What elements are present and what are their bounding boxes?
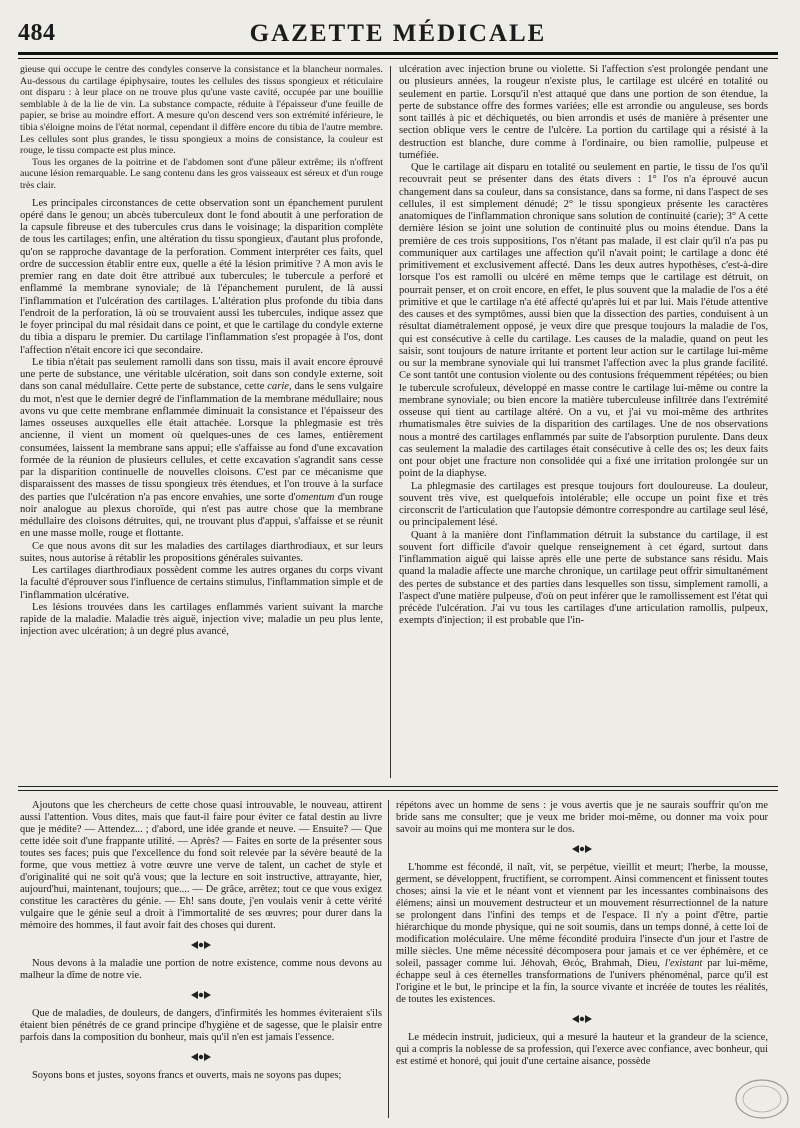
page-header [18,18,778,62]
ornament-icon [396,1014,768,1024]
italic-term: omentum [295,491,335,503]
feuilleton-separator-thin [18,790,778,791]
main-column-right [399,64,768,780]
italic-term: l'existant [664,958,703,969]
paragraph: Que le cartilage ait disparu en totalité ou seulement en partie, le tissu de l'os qu'il recouvrait peut se présenter dans des états divers : 1° l'os n'a éprouvé aucun changement dans sa couleur, dans sa consistance, dans sa forme, ni dans l'aspect de ses cellules, il est simplement dénudé; 2° le tissu spongieux présente les caractères anatomiques de l'inflammation chronique sans solution de continuité (carie); 3° A cette dernière lésion se joint une solution de continuité plus ou moins étendue. Dans la première de ces trois suppositions, l'os n'étant pas malade, il est clair qu'il n'a pas pu communiquer aux cartilages une affection qu'il n'avait point; le cartilage a donc été primitivement et exclusivement affecté. Dans les deux autres hypothèses, c'est-à-dire lorsque l'os est ramolli ou ulcéré en même temps que le cartilage est détruit, on pourrait penser, et on croit encore, en effet, le plus souvent que la maladie de l'os a été primitive et que le cartilage n'a été affecté qu'après lui et par lui. Mais l'étude attentive des causes et des symptômes, aussi bien que la dissection des parties, conduisent à un résultat diamétralement opposé, je veux dire que presque toujours la maladie de l'os, qui est consécutive à celle du cartilage. Les causes de la maladie, quand on peut les saisir, sont toujours de nature irritante et portent leur action sur le cartilage lui-même ou sur la membrane synoviale qui lui transmet l'affection avec la plus grande facilité. Ce sont tantôt une contusion violente ou des contusions fréquemment répétées; ou bien le tubercule scrofuleux, développé en masse contre le cartilage lui-même ou contre la membrane synoviale; ou bien encore la matière tuberculeuse infiltrée dans l'extrémité osseuse qui tient au cartilage altéré. On a vu, et j'ai vu moi-même des arthrites rhumatismales être suivies de la disparition des cartilages. Une de nos observations nous a montré des cartilages enflammés par suite de l'absorption purulente. Dans deux cas seulement la maladie des cartilages était consécutive à celle des os; les deux faits ont pour objet une fracture non consolidée qui a fixé une irritation prolongée sur un point de la diaphyse. [399,162,768,480]
paragraph: Tous les organes de la poitrine et de l'abdomen sont d'une pâleur extrême; ils n'offrent aucune lésion remarquable. Le sang contenu dans les gros vaisseaux est séreux et d'un rouge très clair. [20,156,383,191]
paragraph: Le tibia n'était pas seulement ramolli dans son tissu, mais il avait encore éprouvé une perte de substance, une véritable ulcération, soit dans son condyle externe, soit dans son canal médullaire. Cette perte de substance, cette carie, dans le sens vulgaire du mot, n'est que le dernier degré de l'inflammation de la membrane médullaire; nous avons vu que cette membrane enflammée diminuait la consistance et l'épaisseur des lames osseuses auxquelles elle était attachée. Lorsque la phlegmasie est très ancienne, il vient un moment où quelques-unes de ces lames, entièrement consumées, laissent la membrane sans appui; elle s'affaisse au fond d'une excavation formée de la réunion de plusieurs cellules, et cette excavation s'agrandit sans cesse par la disparition continuelle de nouvelles cloisons. C'est par ce mécanisme que disparaissent des masses de tissu spongieux très étendues, et l'on trouve à la surface des parties que l'ulcération n'a pas encore envahies, une sorte d'omentum d'un rouge noir analogue au plexus choroïde, qui n'est pas autre chose que la membrane médullaire des cloisons détruites, qui, ne trouvant plus d'appui, s'affaisse et se réunit en une masse molle, rouge et flottante. [20,356,383,540]
ornament-icon [396,844,768,854]
feuilleton-column-left [20,800,382,1118]
paragraph: La phlegmasie des cartilages est presque toujours fort douloureuse. La douleur, souvent très vive, est quelquefois intolérable; elle occupe un point fixe et très circonscrit de l'articulation que l'autopsie démontre correspondre au cartilage seul lésé, ou principalement lésé. [399,480,768,529]
feuilleton-separator [18,786,778,787]
paragraph: ulcération avec injection brune ou violette. Si l'affection s'est prolongée pendant une ou plusieurs années, la rougeur n'existe plus, le cartilage est ulcéré en totalité ou seulement en partie. Lorsqu'il n'est attaqué que dans une portion de son étendue, la perte de substance offre des formes variées; elle est arrondie ou anguleuse, ses bords sont taillés à pic et déchiquetés, ou bien arrondis et usés de manière à présenter une section oblique vers le centre de l'ulcère. La portion du cartilage qui a résisté à la destruction est blanche, dure comme à l'ordinaire, ou bien ramollie, pulpeuse et tuméfiée. [399,64,768,161]
ornament-icon [20,990,382,1000]
column-divider [388,800,389,1118]
paragraph: L'homme est fécondé, il naît, vit, se perpétue, vieillit et meurt; l'herbe, la mousse, germent, se développent, fructifient, se corrompent. Ainsi commencent et finissent toutes choses; ainsi la vie et le néant vont et viennent par les incessantes combinaisons des élémens; ainsi un mouvement destructeur et un mouvement résurrectionnel de la nature se prolongent dans l'infini des temps et de l'espace. Il n'y a point d'être, partie hiérarchique du monde physique, qui ne soit soumis, dans un temps donné, à cette loi de modification moléculaire. Une même fécondité produira l'insecte d'un jour et l'astre de mille siècles. Une même nécessité décomposera pour jamais et ce ver éphémère, et ce soleil, passager comme lui. Jéhovah, Θεός, Brahmah, Dieu, l'existant par lui-même, échappe seul à ces éternelles transformations de l'univers phénoménal, parce qu'il est l'origine et le but, le principe et la fin, la source vivante et incréée de toutes les réalités, de toutes les existences. [396,862,768,1005]
library-stamp-icon [732,1076,792,1122]
main-column-left [20,64,383,780]
paragraph: Ajoutons que les chercheurs de cette chose quasi introuvable, le nouveau, attirent aussi l'attention. Vous dites, mais que faut-il faire pour éviter ce fatal destin au livre que je médite? — Attendez... ; d'abord, une idée grande et neuve. — Ensuite? — Que cette idée soit d'une frappante utilité. — Après? — Faites en sorte de la présenter sous toutes ses faces; puis que l'excellence du fond soit relevée par la sévère beauté de la forme, que vous mettiez à votre œuvre une verve de talent, un cachet de style et d'originalité qui ne soit qu'à vous; que la lecture en soit instructive, attrayante, hier, aujourd'hui, maintenant, toujours; que.... — De grâce, arrêtez; tout ce que vous exigez constitue les caractères du génie. — Eh! sans doute, j'en voulais venir à cette vérité vulgaire que le génie seul a droit à l'immortalité de ses œuvres; pour durer dans la mémoire des hommes, il faut avoir fait des choses qui durent. [20,800,382,931]
feuilleton-column-right [396,800,768,1118]
paragraph: Les lésions trouvées dans les cartilages enflammés varient suivant la marche rapide de la maladie. Maladie très aiguë, injection vive; maladie un peu plus lente, injection avec ulcération; à un degré plus avancé, [20,601,383,638]
paragraph: gieuse qui occupe le centre des condyles conserve la consistance et la blancheur normales. Au-dessous du cartilage épiphysaire, toutes les cellules des tissus spongieux et réticulaire ont disparu : à leur place on ne trouve plus qu'une vaste cavité, occupée par une bouillie semblable à de la lie de vin. La substance compacte, réduite à l'épaisseur d'une feuille de papier, se brise au moindre effort. A mesure qu'on descend vers son extrémité inférieure, le tibia s'éloigne moins de l'état normal, cependant il diffère encore du tibia de l'autre membre. Les cellules sont plus grandes, le tissu spongieux a moins de consistance, la couleur est rouge, le tissu compacte est plus mince. [20,64,383,157]
paragraph: Quant à la manière dont l'inflammation détruit la substance du cartilage, il est souvent fort difficile d'avoir quelque renseignement à cet égard, surtout dans l'inflammation aiguë qui laisse après elle une perte de substance sans résidu. Mais quand la maladie affecte une marche chronique, un cartilage peut offrir simultanément des pertes de substance et des parties dans lesquelles son tissu, simplement ramolli, a l'aspect d'une matière pulpeuse, d'où on peut inférer que le ramollissement est l'état qui précède l'ulcération. J'ai vu tous les cartilages d'une articulation ramollis, pulpeux, exempts d'injection; il est probable que l'in- [399,529,768,627]
ornament-icon [20,940,382,950]
header-rule-thick [18,52,778,55]
paragraph: Les cartilages diarthrodiaux possèdent comme les autres organes du corps vivant la faculté d'éprouver sous l'influence de certains stimulus, l'inflammation simple et de l'inflammation ulcérative. [20,565,383,601]
paragraph: Que de maladies, de douleurs, de dangers, d'infirmités les hommes éviteraient s'ils étaient bien pénétrés de ce grand principe d'hygiène et de sagesse, que le plaisir entre parfois dans la composition du bonheur, mais qu'il n'en est jamais l'essence. [20,1008,382,1043]
page-number: 484 [18,20,56,46]
paragraph: Nous devons à la maladie une portion de notre existence, comme nous devons au malheur la dîme de notre vie. [20,958,382,981]
paragraph: Les principales circonstances de cette observation sont un épanchement purulent opéré dans le genou; un abcès tuberculeux dont le fond aboutit à une perforation de la capsule fibreuse et des tubercules crus dans le voisinage; la disparition complète de tous les cartilages; enfin, une altération du tissu spongieux, d'autant plus profonde, qu'on se rapproche davantage de la perforation. Comment interpréter ces faits, quel ordre de succession établir entre eux, quelle a été la lésion primitive ? A mon avis le premier rang en date doit être attribué aux tubercules; le tubercule a perforé et enflammé la membrane synoviale; de là l'épanchement purulent, de là aussi l'inflammation et l'ulcération des cartilages. L'altération plus profonde du tibia dans l'endroit de la perforation, là où se trouvaient aussi les tubercules, indique assez que le foyer principal du mal résidait dans ce point, et que le cartilage du condyle externe du tibia a disparu le premier. Du cartilage l'inflammation s'est propagée à l'os, dont l'affection n'était encore ici que secondaire. [20,197,383,356]
italic-term: carie [267,381,290,393]
ornament-icon [20,1052,382,1062]
paragraph: répétons avec un homme de sens : je vous avertis que je ne saurais souffrir qu'on me bride sans me consulter; que je veux me brider moi-même, ou donner ma voix pour savoir au moins qui me montera sur le dos. [396,800,768,835]
journal-title: GAZETTE MÉDICALE [249,20,547,47]
paragraph: Soyons bons et justes, soyons francs et ouverts, mais ne soyons pas dupes; [32,1070,342,1081]
paragraph: Le médecin instruit, judicieux, qui a mesuré la hauteur et la grandeur de la science, qui a compris la noblesse de sa profession, qui l'exerce avec confiance, avec bonheur, qui est estimé et honoré, qui jouit d'une certaine aisance, possède [396,1032,768,1067]
column-divider [390,66,391,778]
header-rule-thin [18,58,778,59]
paragraph: Ce que nous avons dit sur les maladies des cartilages diarthrodiaux, et sur leurs suites, nous autorise à rétablir les propositions générales suivantes. [20,540,383,564]
